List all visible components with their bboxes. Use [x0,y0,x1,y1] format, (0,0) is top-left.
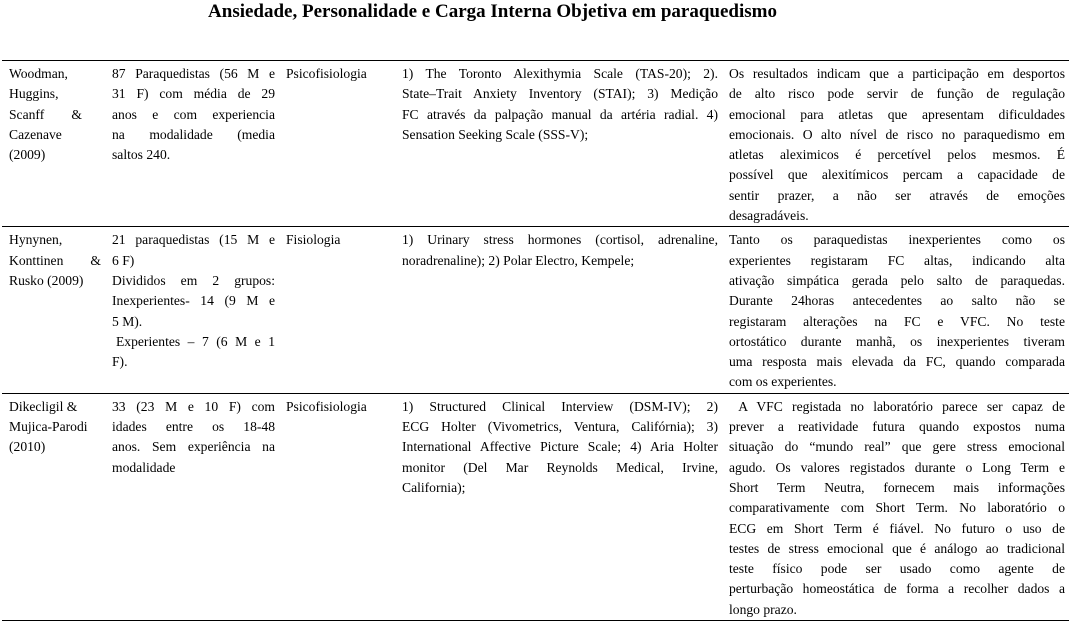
author-line: Cazenave [9,126,62,142]
instrument-line: State–Trait Anxiety Inventory (STAI); 3) Medição [402,86,718,102]
results-cell [722,393,1069,620]
result-line: testes de stress emocional que é análogo ao tradicional [729,540,1065,556]
studies-table [2,60,1069,621]
author-line: Huggins, [9,86,59,102]
result-line: uma resposta mais elevada da FC, quando comparada [729,354,1065,370]
author-line: Konttinen & [9,252,101,268]
instrument-line: California); [402,479,466,495]
area-label: Psicofisiologia [286,398,367,414]
instrument-line: monitor (Del Mar Reynolds Medical, Irvine, [402,459,718,475]
sample-line: modalidade [112,459,176,475]
area-label: Psicofisiologia [286,66,367,81]
result-line: longo prazo. [729,601,797,617]
author-cell [2,227,105,393]
result-line: Os resultados indicam que a participação em desportos [729,66,1065,81]
instruments-cell [395,61,722,227]
area-cell [279,393,395,620]
author-line: (2010) [9,439,46,455]
sample-line: anos. Sem experiência na [112,439,275,455]
instruments-cell [395,227,722,393]
result-line: possível que alexitímicos percam a capacidade de [729,167,1065,183]
table-row [2,61,1069,227]
sample-line: 6 F) [112,252,135,268]
instrument-line: FC através da palpação manual da artéria radial. 4) [402,106,718,122]
author-line: Hynynen, [9,232,63,248]
sample-cell [105,393,279,620]
result-line: de alto risco pode servir de função de regulação [729,86,1065,102]
instrument-line: ECG Holter (Vivometrics, Ventura, Califórnia); 3) [402,419,718,435]
sample-line: Inexperientes- 14 (9 M e [112,293,275,309]
instrument-line: 1) Structured Clinical Interview (DSM-IV); 2) [402,398,718,414]
instruments-cell [395,393,722,620]
result-line: perturbação homeostática de forma a recolher dados a [729,581,1065,597]
sample-line: idades entre os 18-48 [112,419,275,435]
result-line: atletas aleximicos é percetível pelos mesmos. É [729,147,1065,163]
author-line: Mujica-Parodi [9,419,88,435]
author-line: Rusko (2009) [9,272,84,288]
document-title: Ansiedade, Personalidade e Carga Interna Objetiva em paraquedismo [208,1,777,22]
result-line: Tanto os paraquedistas inexperientes como os [729,232,1065,248]
sample-line: 5 M). [112,313,143,329]
result-line: ECG em Short Term é fiável. No futuro o uso de [729,520,1065,536]
table-row [2,393,1069,620]
result-line: teste físico pode ser usado como agente de [729,561,1065,577]
result-line: Durante 24horas antecedentes ao salto não se [729,293,1065,309]
sample-cell [105,61,279,227]
sample-line: F). [112,354,128,370]
sample-line: saltos 240. [112,147,171,163]
result-line: sentir prazer, a não ser através de emoções [729,187,1065,203]
result-line: ortostático durante manhã, os inexperientes tiveram [729,333,1065,349]
sample-line: Experientes – 7 (6 M e 1 [116,333,275,349]
results-cell [722,227,1069,393]
result-line: A VFC registada no laboratório parece ser capaz de [729,398,1065,414]
instrument-line: Sensation Seeking Scale (SSS-V); [402,126,589,142]
instrument-line: 1) Urinary stress hormones (cortisol, adrenaline, [402,232,718,248]
author-line: (2009) [9,147,46,163]
area-cell [279,61,395,227]
sample-line: na modalidade (media [112,126,275,142]
author-line: Woodman, [9,66,68,81]
result-line: desagradáveis. [729,208,809,224]
sample-line: anos e com experiencia [112,106,275,122]
result-line: comparativamente com Short Term. No laboratório o [729,500,1065,516]
author-line: Scanff & [9,106,82,122]
result-line: situação do “mundo real” que gere stress emocional [729,439,1065,455]
sample-line: Divididos em 2 grupos: [112,272,275,288]
result-line: experientes registaram FC altas, indicando alta [729,252,1065,268]
result-line: agudo. Os valores registados durante o Long Term e [729,459,1065,475]
table-row [2,227,1069,393]
sample-line: 33 (23 M e 10 F) com [112,398,275,414]
result-line: emocionais. O alto nível de risco no paraquedismo em [729,126,1065,142]
author-line: Dikecligil & [9,398,78,414]
area-label: Fisiologia [286,232,341,248]
result-line: emocional para atletas que apresentam dificuldades [729,106,1065,122]
result-line: com os experientes. [729,374,837,390]
sample-line: 21 paraquedistas (15 M e [112,232,275,248]
area-cell [279,227,395,393]
author-cell [2,393,105,620]
sample-line: 31 F) com média de 29 [112,86,275,102]
results-cell [722,61,1069,227]
result-line: ativação simpática gerada pelo salto de paraquedas. [729,272,1065,288]
result-line: Short Term Neutra, fornecem mais informações [729,479,1065,495]
instrument-line: 1) The Toronto Alexithymia Scale (TAS-20); 2). [402,66,718,81]
author-cell [2,61,105,227]
instrument-line: International Affective Picture Scale; 4) Aria Holter [402,439,718,455]
sample-line: 87 Paraquedistas (56 M e [112,66,275,81]
result-line: registaram alterações na FC e VFC. No teste [729,313,1065,329]
instrument-line: noradrenaline); 2) Polar Electro, Kempele; [402,252,635,268]
result-line: prever a reatividade futura quando expostos numa [729,419,1065,435]
sample-cell [105,227,279,393]
